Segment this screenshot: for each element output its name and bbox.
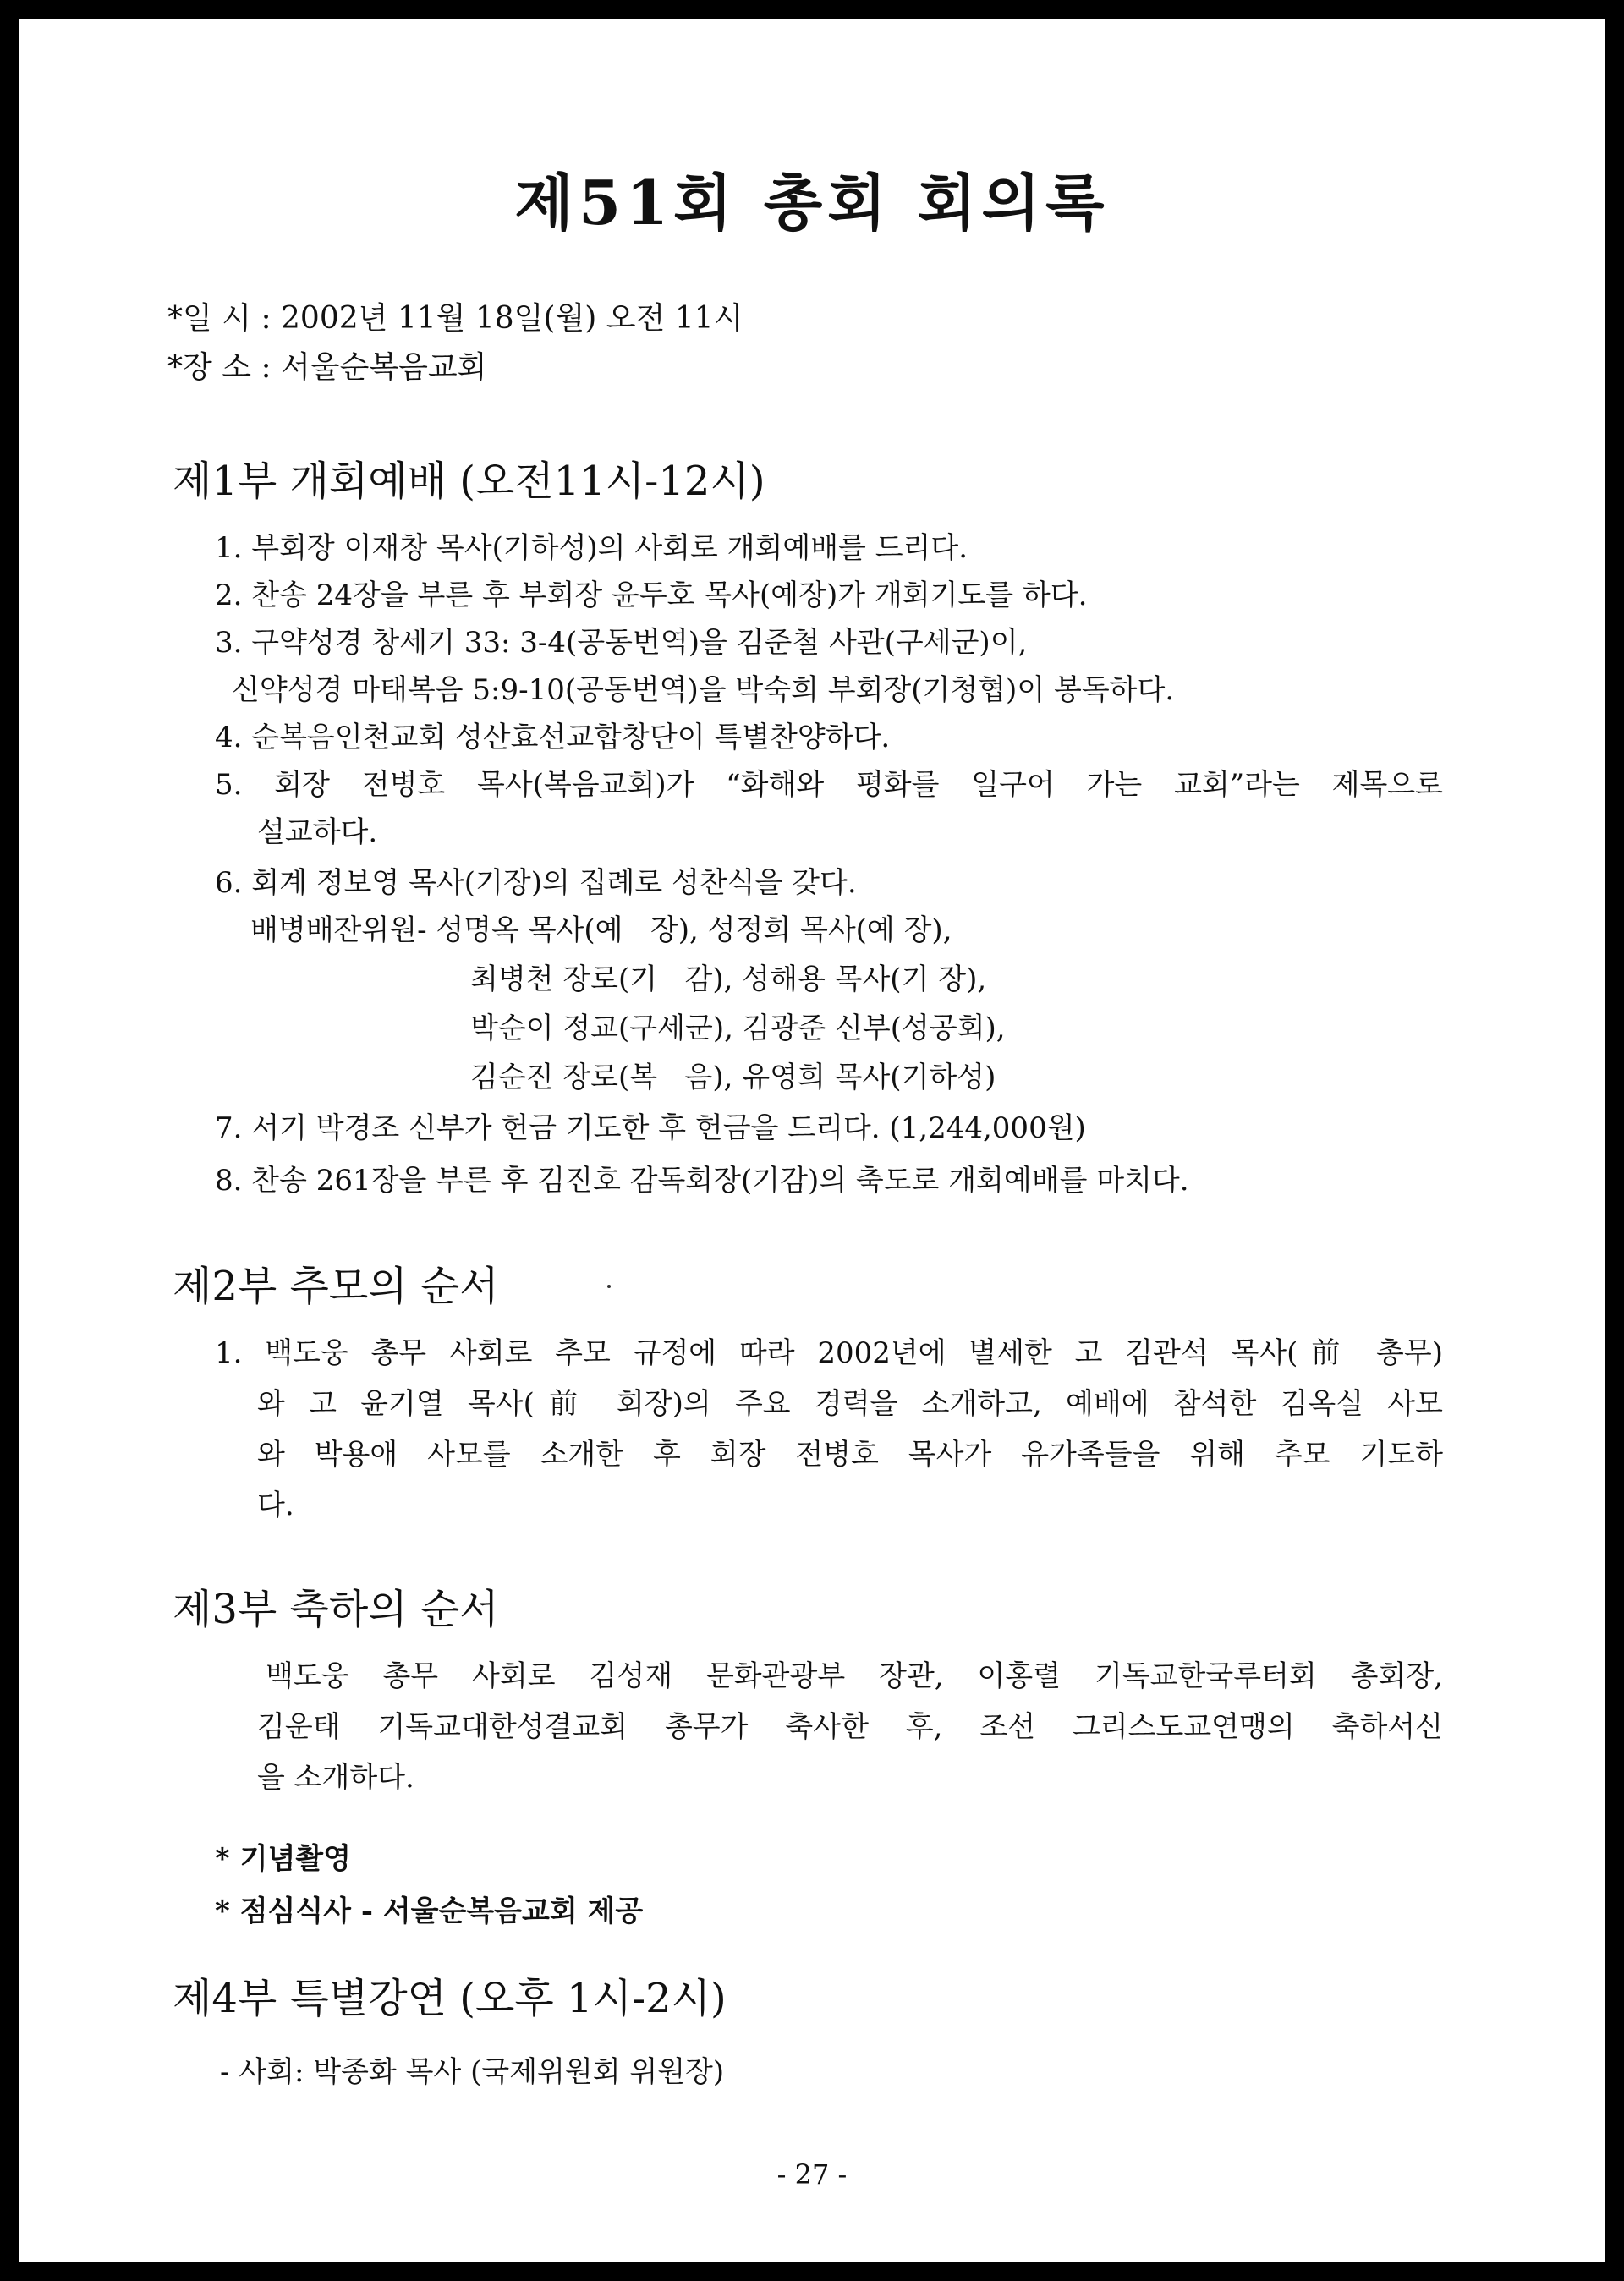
part1-line: 1. 부회장 이재창 목사(기하성)의 사회로 개회예배를 드리다. <box>215 531 968 565</box>
part1-line: 배병배잔위원- 성명옥 목사(예 장), 성정희 목사(예 장), <box>250 913 952 947</box>
part1-line: 박순이 정교(구세군), 김광준 신부(성공회), <box>470 1012 1006 1045</box>
meeting-date: *일 시 : 2002년 11월 18일(월) 오전 11시 <box>167 301 743 336</box>
part3-line: 김운태 기독교대한성결교회 총무가 축사한 후, 조선 그리스도교연맹의 축하서신 <box>257 1710 1443 1744</box>
part2-line: 와 박용애 사모를 소개한 후 회장 전병호 목사가 유가족들을 위해 추모 기도하 <box>257 1438 1443 1472</box>
part3-line: 백도웅 총무 사회로 김성재 문화관광부 장관, 이홍렬 기독교한국루터회 총회장, <box>266 1659 1443 1693</box>
part3-line: 을 소개하다. <box>257 1761 414 1795</box>
page-title: 제51회 총회 회의록 <box>514 167 1110 239</box>
part1-line: 4. 순복음인천교회 성산효선교합창단이 특별찬양하다. <box>215 721 891 754</box>
lunch-note: * 점심식사 - 서울순복음교회 제공 <box>215 1894 644 1928</box>
part1-line: 김순진 장로(복 음), 유영희 목사(기하성) <box>470 1061 996 1094</box>
part2-line: 1. 백도웅 총무 사회로 추모 규정에 따라 2002년에 별세한 고 김관석 목사(前 총무) <box>215 1336 1443 1370</box>
part4-heading: 제4부 특별강연 (오후 1시-2시) <box>173 1975 727 2022</box>
part4-line: - 사회: 박종화 목사 (국제위원회 위원장) <box>220 2055 725 2089</box>
part1-line: 3. 구약성경 창세기 33: 3-4(공동번역)을 김준철 사관(구세군)이, <box>215 626 1028 660</box>
stray-mark <box>607 1285 611 1288</box>
part1-line: 설교하다. <box>257 815 378 849</box>
part1-line: 7. 서기 박경조 신부가 헌금 기도한 후 헌금을 드리다. (1,244,000원) <box>215 1111 1086 1145</box>
part2-heading: 제2부 추모의 순서 <box>173 1263 499 1310</box>
part1-line: 8. 찬송 261장을 부른 후 김진호 감독회장(기감)의 축도로 개회예배를 마치다. <box>215 1164 1189 1198</box>
part2-line: 와 고 윤기열 목사(前 회장)의 주요 경력을 소개하고, 예배에 참석한 김옥실 사모 <box>257 1387 1443 1421</box>
part1-line: 5. 회장 전병호 목사(복음교회)가 “화해와 평화를 일구어 가는 교회”라는 제목으로 <box>215 768 1443 802</box>
part2-line: 다. <box>257 1489 294 1522</box>
photo-note: * 기념촬영 <box>215 1842 351 1876</box>
page-number: - 27 - <box>776 2158 848 2191</box>
part1-line: 6. 회계 정보영 목사(기장)의 집례로 성찬식을 갖다. <box>215 866 857 900</box>
meeting-place: *장 소 : 서울순복음교회 <box>167 350 487 385</box>
part3-heading: 제3부 축하의 순서 <box>173 1586 499 1633</box>
part1-line: 신약성경 마태복음 5:9-10(공동번역)을 박숙희 부회장(기청협)이 봉독하다. <box>232 673 1175 707</box>
part1-line: 최병천 장로(기 감), 성해용 목사(기 장), <box>470 962 987 996</box>
part1-line: 2. 찬송 24장을 부른 후 부회장 윤두호 목사(예장)가 개회기도를 하다. <box>215 578 1088 612</box>
part1-heading: 제1부 개회예배 (오전11시-12시) <box>173 458 765 505</box>
